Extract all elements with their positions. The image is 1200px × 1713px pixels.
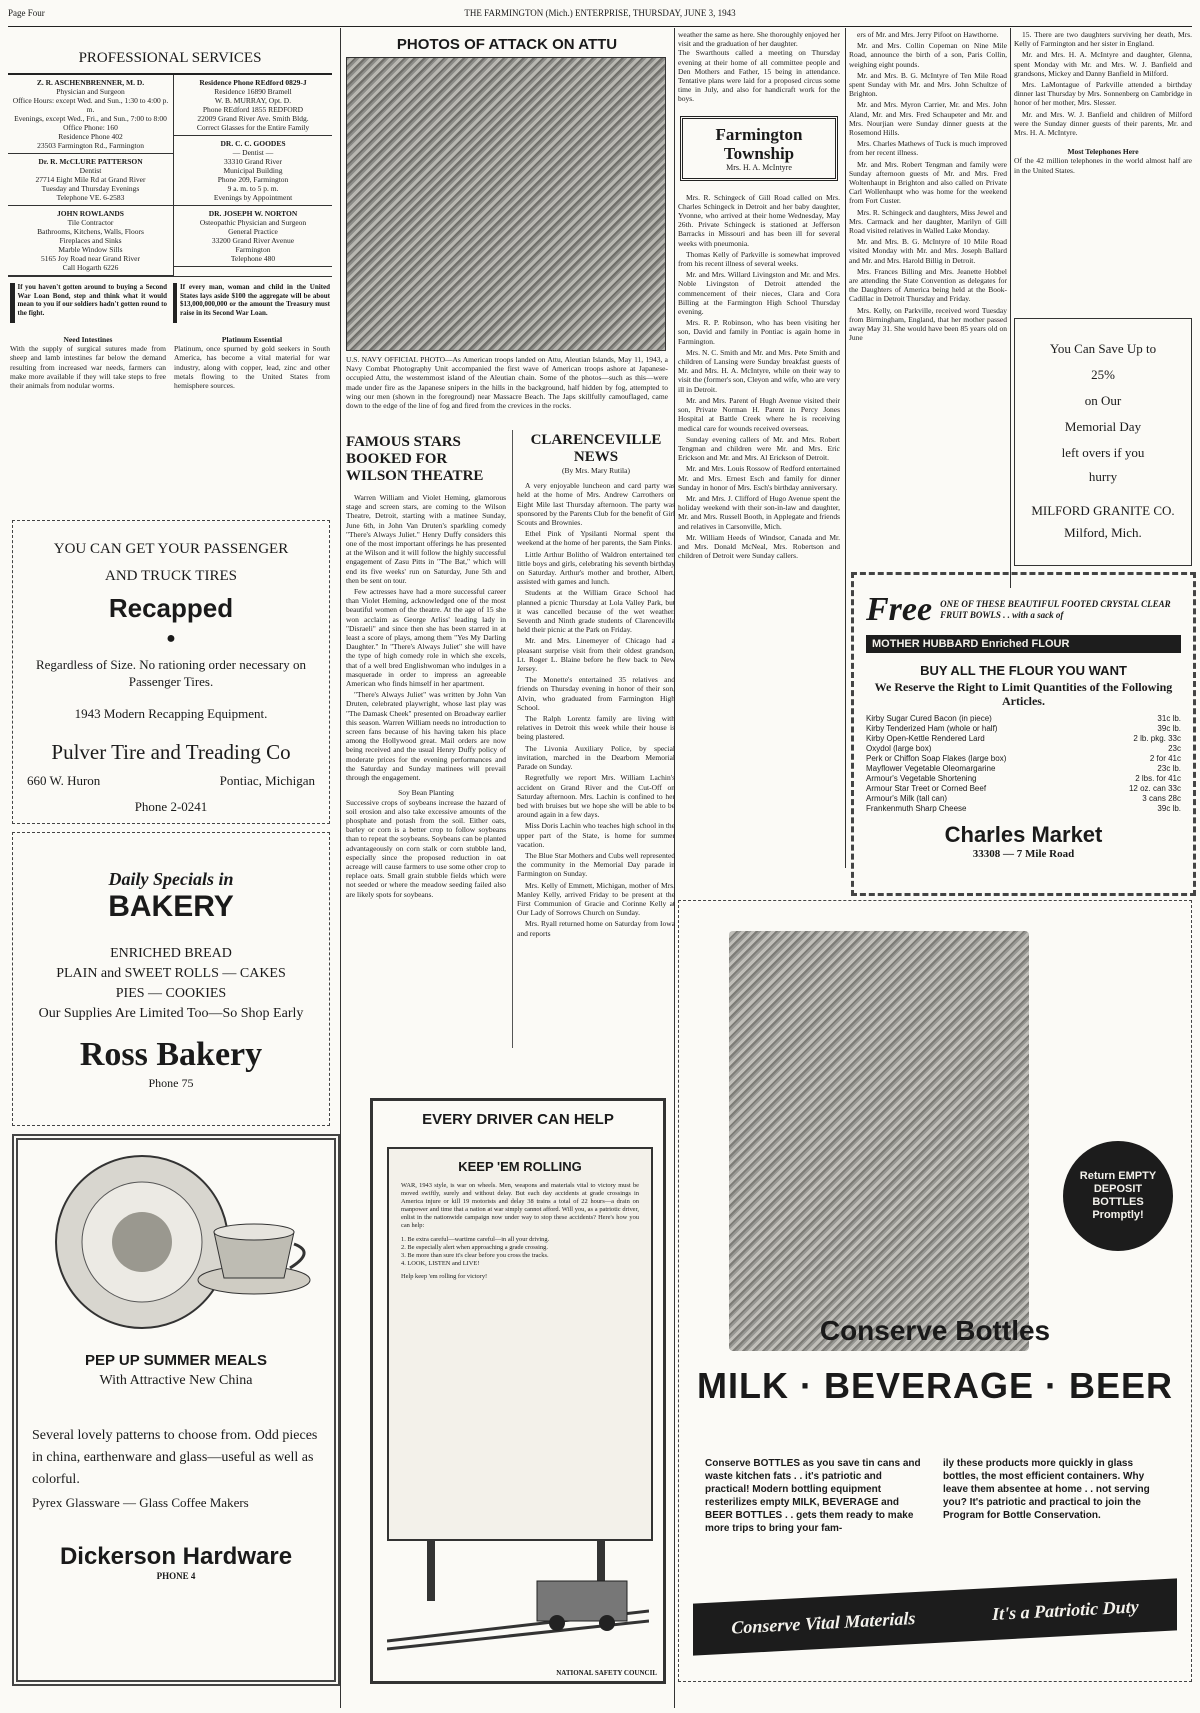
step-text: Be more than sure it's clear before you cross the tracks. — [407, 1252, 549, 1259]
card-line: General Practice — [228, 227, 278, 236]
professional-services-section — [8, 36, 332, 512]
company-name: MILFORD GRANITE CO. — [1031, 503, 1175, 518]
company-name: Pulver Tire and Treading Co — [51, 740, 291, 764]
paragraph: Mr. and Mrs. B. G. McIntyre of 10 Mile Road visited Monday with Mr. and Mrs. Joseph Ballard and Mr. and Mrs. Harold Billig in Detroit. — [849, 237, 1007, 265]
safety-step — [401, 1252, 639, 1260]
item-price: 2 lb. pkg. 33c — [1133, 734, 1181, 743]
step-number: 1. — [401, 1236, 408, 1243]
council-credit: NATIONAL SAFETY COUNCIL — [556, 1669, 657, 1677]
card-line: Bathrooms, Kitchens, Walls, Floors — [37, 227, 144, 236]
paragraph: Mr. and Mrs. Collin Copeman on Nine Mile Road, announce the birth of a son, Paris Collin, weighing eight pounds. — [849, 41, 1007, 69]
column-rule — [845, 28, 846, 868]
paragraph: Miss Doris Lachin who teaches high school in the upper part of the State, is home for summer vacation. — [517, 821, 675, 849]
card-line: Residence 16890 Bramell — [214, 87, 292, 96]
safety-step — [401, 1236, 639, 1244]
company-name: Ross Bakery — [79, 1036, 263, 1073]
milford-granite-ad: You Can Save Up to 25% on Our Memorial Day left overs if you hurry MILFORD GRANITE CO. Milford, Mich. — [1014, 318, 1192, 566]
card-line: Office Phone: 160 — [63, 123, 118, 132]
business-card — [8, 75, 173, 154]
item-price: 39c lb. — [1157, 804, 1181, 813]
clarenceville-news — [512, 430, 675, 1048]
card-line: 23503 Farmington Rd., Farmington — [37, 141, 144, 150]
card-line: Evenings, except Wed., Fri., and Sun., 7:00 to 8:00 — [14, 114, 167, 123]
price-row — [866, 764, 1181, 774]
paragraph: Mr. and Mrs. J. Clifford of Hugo Avenue spent the holiday weekend with their son-in-law and daughter, Mr. and Mrs. Russell Booth, in Applegate and friends and relatives in Carsonville, Mich. — [678, 493, 840, 531]
filler-item: Platinum Essential Platinum, once spurned by gold seekers in South America, has become a vital material for war industry, along with copper, lead, zinc and other metals flowing to the United States from hemisphere sources. — [174, 335, 330, 391]
right-cards — [174, 75, 332, 276]
flour-banner: MOTHER HUBBARD Enriched FLOUR — [866, 635, 1181, 653]
ad-headline: Recapped — [108, 593, 234, 623]
card-line: Correct Glasses for the Entire Family — [196, 123, 310, 132]
tire-recapping-ad: YOU CAN GET YOUR PASSENGER AND TRUCK TIRES Recapped ● Regardless of Size. No rationing order necessary on Passenger Tires. 1943 Modern Recapping Equipment. Pulver Tire and Treading Co 660 W. Huron Pontiac, Michigan Phone 2-0241 — [12, 520, 330, 824]
card-line: 5165 Joy Road near Grand River — [41, 254, 140, 263]
paragraph: Mrs. R. Schingeck of Gill Road called on Mrs. Charles Schingeck in Detroit and her baby daughter, Yvonne, who arrived at their home Wednesday, May 26th. Private Schingeck is stationed at Jefferson Barracks in Missouri and has been ill for several weeks with pneumonia. — [678, 192, 840, 248]
paragraph: Mrs. N. C. Smith and Mr. and Mrs. Pete Smith and children of Lansing were Sunday breakfast guests of Mr. and Mrs. H. A. McIntyre, while on their way to visit the (former's son, Cleyon and wife, who are very ill in Detroit. — [678, 347, 840, 394]
news-column: 15. There are two daughters surviving her death, Mrs. Kelly of Farmington and her sister in England. Mr. and Mrs. H. A. McIntyre and daughter, Glenna, spent Monday with Mr. and Mrs. W. J. Banfield and grandsons, Mickey and Danny Banfield in Milford. Mrs. LaMontague of Parkville attended a birthday dinner last Thursday by Mrs. Sonnenberg on Cambridge in honor of her mother, Mrs. Slesser. Mr. and Mrs. W. J. Banfield and children of Milford were the Sunday dinner guests of their parents, Mr. and Mrs. H. A. McIntyre. Most Telephones Here Of the 42 million telephones in the world almost half are in the United States. — [1014, 30, 1192, 175]
item-name: Oxydol (large box) — [866, 744, 932, 753]
paragraph: Students at the William Grace School had planned a picnic Thursday at Lola Valley Park, but it was cancelled because of the wet weather. Seventh and Ninth grade students of Clarenceville held their picnic at the Park on Friday. — [517, 588, 675, 635]
item-price: 23c lb. — [1157, 764, 1181, 773]
item-name: Armour's Milk (tall can) — [866, 794, 948, 803]
section-heading: Farmington Township — [715, 124, 803, 163]
item-name: Armour Star Treet or Corned Beef — [866, 784, 987, 793]
paragraph: A very enjoyable luncheon and card party was held at the home of Mrs. Andrew Carrothers on Eight Mile last Thursday afternoon. The party was sponsored by the Parents Club for the benefit of Girl Scouts and Brownies. — [517, 481, 675, 528]
card-line: Tuesday and Thursday Evenings — [41, 184, 140, 193]
price-row — [866, 784, 1181, 794]
war-loan-note: If you haven't gotten around to buying a Second War Loan Bond, step and think what it would mean to you if our soldiers hadn't gotten round to the fight. — [10, 283, 167, 323]
ad-headline: BUY ALL THE FLOUR YOU WANT — [920, 663, 1127, 678]
paragraph: Mrs. LaMontague of Parkville attended a birthday dinner last Thursday by Mrs. Sonnenberg on Cambridge in honor of her mother, Mrs. Slesser. — [1014, 80, 1192, 108]
card-line: Office Hours: except Wed. and Sun., 1:30 to 4:00 p. m. — [12, 96, 169, 114]
price-row — [866, 774, 1181, 784]
photo-caption: U.S. NAVY OFFICIAL PHOTO—As American troops landed on Attu, Aleutian Islands, May 11, 1943, a Navy Combat Photography Unit accompanied the first wave of American troops ashore at Japanese-occupied Attu, the westernmost island of the Aleutian chain. Some of the photos—such as this—were made under fire as the Japanese snipers in the hills in the background, half hidden by fog, attempted to wing our men (shown in the foreground) near Massacre Beach. The Japs skillfully camouflaged, came down to the edge of the line of fog and fired from the crevices in the rocks. — [346, 355, 668, 411]
script-heading: Daily Specials in — [108, 869, 234, 889]
paragraph: The Monette's entertained 35 relatives and friends on Thursday evening in honor of their son, Alvin, who graduated from Farmington High School. — [517, 675, 675, 712]
item-price: 2 lbs. for 41c — [1135, 774, 1181, 783]
business-card — [174, 75, 332, 136]
card-name: JOHN ROWLANDS — [57, 209, 124, 218]
soldier-icon — [10, 283, 15, 323]
paragraph: Mr. and Mrs. Louis Rossow of Redford entertained Mr. and Mrs. Ernest Esch and family for dinner Sunday in honor of Mrs. Esch's birthday anniversary. — [678, 464, 840, 492]
card-line: Telephone VE. 6-2583 — [56, 193, 125, 202]
step-text: Be especially alert when approaching a grade crossing. — [407, 1244, 548, 1251]
item-name: Kirby Sugar Cured Bacon (in piece) — [866, 714, 992, 723]
paragraph: Mrs. R. P. Robinson, who has been visiting her son, David and family in Pontiac is again home in Farmington. — [678, 318, 840, 346]
paragraph: Mr. and Mrs. B. G. McIntyre of Ten Mile Road spent Sunday with Mr. and Mrs. John Schultze of Brighton. — [849, 70, 1007, 99]
safety-step — [401, 1244, 639, 1252]
paragraph: 15. There are two daughters surviving her death, Mrs. Kelly of Farmington and her sister in England. — [1014, 30, 1192, 49]
paragraph: Mrs. Ryall returned home on Saturday from Iowa and reports — [517, 919, 675, 938]
china-plate-and-cup-icon — [32, 1152, 320, 1330]
paragraph: The Livonia Auxiliary Police, by special invitation, marched in the Dearborn Memorial Parade on Sunday. — [517, 743, 675, 772]
item-price: 3 cans 28c — [1142, 794, 1181, 803]
step-text: Be extra careful—wartime careful—in all your driving. — [407, 1236, 550, 1243]
china-illustration — [32, 1152, 320, 1330]
soy-bean-story: Successive crops of soybeans increase the hazard of soil erosion and also take excessive amounts of the phosphate and potash from the soil. Either oats, barley or corn is a better crop to follow soybeans than to repeat the soybeans. Soybeans can be planted advantageously on corn stalk or corn stubble land, especially since the proposed reduction in oat acreage will cause farmers to use some other crop to replace oats. Small grain stubble fields which were not seeded or where the meadow seeding failed also are likely spots for soybeans. — [346, 797, 506, 899]
item-name: Kirby Open-Kettle Rendered Lard — [866, 734, 985, 743]
paragraph: Mr. and Mrs. H. A. McIntyre and daughter, Glenna, spent Monday with Mr. and Mrs. W. J. Banfield and grandsons, Mickey and Danny Banfield in Milford. — [1014, 50, 1192, 78]
ad-headline: Conserve Bottles — [819, 1315, 1051, 1346]
ad-headline: BAKERY — [108, 890, 234, 923]
item-name: Armour's Vegetable Shortening — [866, 774, 977, 783]
free-heading: Free — [866, 591, 933, 628]
company-name: Dickerson Hardware — [59, 1543, 293, 1570]
card-line: W. B. MURRAY, Opt. D. — [214, 96, 292, 105]
card-line: Call Hogarth 6226 — [62, 263, 119, 272]
card-name: DR. C. C. GOODES — [220, 139, 286, 148]
page-header — [8, 8, 1192, 27]
card-name: Residence Phone REdford 0829-J — [199, 78, 307, 87]
price-row — [866, 714, 1181, 724]
card-line: 33310 Grand River — [224, 157, 282, 166]
story-body — [1014, 30, 1192, 137]
paragraph: Mr. and Mrs. Robert Tengman and family were Sunday afternoon guests of Mr. and Mrs. Fred Woltenhaupt in Brighton and also called on Private Carl Wollenhaupt who was home for the weekend from Fort Custer. — [849, 159, 1007, 206]
bullet-icon: ● — [166, 630, 176, 647]
business-card — [174, 206, 332, 267]
paragraph: Mrs. Charles Mathews of Tuck is much improved from her recent illness. — [849, 139, 1007, 158]
card-line: 33200 Grand River Avenue — [211, 236, 295, 245]
news-column — [849, 30, 1007, 570]
step-number: 2. — [401, 1244, 408, 1251]
paragraph: Mr. and Mrs. W. J. Banfield and children of Milford were the Sunday dinner guests of their parents, Mr. and Mrs. H. A. McIntyre. — [1014, 109, 1192, 138]
card-line: Phone 209, Farmington — [217, 175, 289, 184]
card-line: 27714 Eight Mile Rd at Grand River — [35, 175, 146, 184]
price-row — [866, 804, 1181, 814]
card-line: Evenings by Appointment — [213, 193, 293, 202]
item-name: Perk or Chiffon Soap Flakes (large box) — [866, 754, 1007, 763]
paragraph: Ethel Pink of Ypsilanti Normal spent the weekend at the home of her parents, the Sam Pinks. — [517, 529, 675, 548]
card-name: Dr. R. McCLURE PATTERSON — [38, 157, 143, 166]
attu-photo-story — [346, 34, 668, 432]
card-name: DR. JOSEPH W. NORTON — [208, 209, 298, 218]
paragraph: The Blue Star Mothers and Cubs well represented the community in the Memorial Day parade in Farmington on Sunday. — [517, 850, 675, 879]
card-line: Osteopathic Physician and Surgeon — [199, 218, 307, 227]
paragraph: Regretfully we report Mrs. William Lachin's accident on Grand River and the Cut-Off on Saturday afternoon. Mrs. Lachin is confined to her bed with bruises but we hope she will be able to be around again in a few days. — [517, 773, 675, 820]
price-row — [866, 744, 1181, 754]
step-text: LOOK, LISTEN and LIVE! — [407, 1260, 480, 1267]
paragraph: The Ralph Lorentz family are living with relatives in Detroit this week while their house is being plastered. — [517, 714, 675, 742]
paragraph: Few actresses have had a more successful career than Violet Heming, acknowledged one of the most beautiful women of the theatre. At the age of 15 she won acclaim as George Arliss' leading lady in "Disraeli" and since then she has been starred in at least a score of plays, among them "Yes My Darling Daughter." In "There's Always Juliet" she will have the type of high comedy role in which she excels, that of a well bred Englishwoman who indulges in a masquerade in order to impress an agreeable American who finds himself in her apartment. — [346, 587, 506, 689]
return-bottles-badge: Return EMPTY DEPOSIT BOTTLES Promptly! — [1063, 1141, 1173, 1251]
section-heading: PROFESSIONAL SERVICES — [8, 36, 332, 75]
left-cards — [8, 75, 174, 276]
card-line: Farmington — [235, 245, 271, 254]
card-line: Dentist — [79, 166, 102, 175]
war-loan-note: If every man, woman and child in the United States lays aside $100 the aggregate will be about $13,000,000,000 or the amount the Treasury must raise in its Second War Loan. — [173, 283, 330, 323]
paragraph: Mrs. Kelly, on Parkville, received word Tuesday from Birmingham, England, that her mother passed away May 31. She would have been 85 years old on June — [849, 305, 1007, 343]
ross-bakery-ad: Daily Specials in BAKERY ENRICHED BREAD PLAIN and SWEET ROLLS — CAKES PIES — COOKIES Our Supplies Are Limited Too—So Shop Early Ross Bakery Phone 75 — [12, 832, 330, 1126]
card-line: Residence Phone 402 — [58, 132, 123, 141]
company-name: Charles Market — [944, 822, 1103, 847]
patriotic-banner: Conserve Vital Materials It's a Patriotic Duty — [693, 1578, 1177, 1655]
business-card — [8, 206, 173, 276]
every-driver-can-help-ad — [370, 1098, 666, 1684]
item-price: 12 oz. can 33c — [1128, 784, 1181, 793]
attu-battle-photo — [346, 57, 666, 351]
paragraph: Mr. and Mrs. Parent of Hugh Avenue visited their son, Private Norman H. Parent in Percy Jones Hospital at Battle Creek where he is receiving medical care for wounds received overseas. — [678, 395, 840, 433]
card-name: Z. R. ASCHENBRENNER, M. D. — [36, 78, 145, 87]
card-line: 9 a. m. to 5 p. m. — [227, 184, 279, 193]
card-line: Physician and Surgeon — [56, 87, 125, 96]
card-line: Fireplaces and Sinks — [59, 236, 122, 245]
card-line: Telephone 480 — [230, 254, 276, 263]
price-row — [866, 734, 1181, 744]
story-headline: PHOTOS OF ATTACK ON ATTU — [396, 36, 618, 53]
paragraph: ers of Mr. and Mrs. Jerry Pifoot on Hawthorne. — [857, 30, 999, 39]
paragraph: Mrs. R. Schingeck and daughters, Miss Jewel and Mrs. Carmack and her daughter, Marilyn of Gill Road visited relatives in Walled Lake Monday. — [849, 207, 1007, 236]
dickerson-hardware-ad: PEP UP SUMMER MEALS With Attractive New China Several lovely patterns to choose from. Odd pieces in china, earthenware and glass—useful as well as colorful. Pyrex Glassware — Glass Coffee Makers Dickerson Hardware PHONE 4 — [12, 1134, 340, 1686]
column-rule — [1010, 28, 1011, 588]
story-body — [517, 481, 675, 938]
conserve-bottles-ad: Return EMPTY DEPOSIT BOTTLES Promptly! Conserve Bottles MILK · BEVERAGE · BEER Conserve BOTTLES as you save tin cans and waste kitchen fats . . it's patriotic and practical! Modern bottling equipment resterilizes empty MILK, BEVERAGE and BEER BOTTLES . . gets them ready to make more trips to bring your fam- ily these products more quickly in glass bottles, the most efficient containers. Why leave them absentee at home . . not serving you? It's patriotic and practical to join the Program for Bottle Conservation. Conserve Vital Materials It's a Patriotic Duty — [678, 900, 1192, 1682]
ad-headline: PEP UP SUMMER MEALS — [85, 1352, 267, 1369]
township-column: weather the same as here. She thoroughly enjoyed her visit and the graduation of her daughter. The Swarthouts called a meeting on Thursday evening at their home of all committee people and Den Mothers and Father, 15 being in attendance. Tentative plans were laid for a proposed circus some time in July, and also for handicraft work for the boys. Farmington Township Mrs. H. A. McIntyre Mrs. R. Schingeck of Gill Road called on Mrs. Charles Schingeck in Detroit and her baby daughter, Yvonne, who arrived at their home Wednesday, May 26th. Private Schingeck is stationed at Jefferson Barracks in Missouri and has been ill for several weeks with pneumonia. Thomas Kelly of Parkville is somewhat improved from his recent illness of several weeks. Mr. and Mrs. Willard Livingston and Mr. and Mrs. Noble Livingston of Detroit attended the commencement of their nieces, Clara and Cora Billing at the Farmington High School Thursday evening. Mrs. R. P. Robinson, who has been visiting her son, David and family in Pontiac is again home in Farmington. Mrs. N. C. Smith and Mr. and Mrs. Pete Smith and children of Lansing were Sunday breakfast guests of Mr. and Mrs. H. A. McIntyre, while on their way to visit the (former's son, Cleyon and wife, who are very ill in Detroit. Mr. and Mrs. Parent of Hugh Avenue visited their son, Private Norman H. Parent in Percy Jones Hospital at Battle Creek where he is receiving medical care for wounds received overseas. Sunday evening callers of Mr. and Mrs. Robert Tengman and children were Mr. and Mrs. Eric Erickson and Mr. and Mrs. Al Erickson of Detroit. Mr. and Mrs. Louis Rossow of Redford entertained Mr. and Mrs. Ernest Esch and family for dinner Sunday in honor of Mrs. Esch's birthday anniversary. Mr. and Mrs. J. Clifford of Hugo Avenue spent the holiday weekend with their son-in-law and daughter, Mr. and Mrs. Russell Booth, in Applegate and friends and relatives in Carsonville, Mich. Mr. William Heeds of Windsor, Canada and Mr. and Mrs. Donald McNeal, Mrs. Robertson and children of Detroit were Sunday callers. — [678, 30, 840, 561]
item-name: Mayflower Vegetable Oleomargarine — [866, 764, 996, 773]
charles-market-ad: Free ONE OF THESE BEAUTIFUL FOOTED CRYSTAL CLEAR FRUIT BOWLS . . with a sack of MOTHER HUBBARD Enriched FLOUR BUY ALL THE FLOUR YOU WANT We Reserve the Right to Limit Quantities of the Following Articles. Kirby Sugar Cured Bacon (in piece) 31c lb. Kirby Tenderized Ham (whole or half) 39c lb. Kirby Open-Kettle Rendered Lard 2 lb. pkg. 33c Oxydol (large box) 23c Perk or Chiffon Soap Flakes (large box) 2 for 41c Mayflower Vegetable Oleomargarine 23c lb. Armour's Vegetable Shortening 2 lbs. for 41c Armour Star Treet or Corned Beef 12 oz. can 33c Armour's Milk (tall can) 3 cans 28c Frankenmuth Sharp Cheese 39c lb. Charles Market 33308 — 7 Mile Road — [851, 572, 1196, 896]
card-line: Phone REdford 1855 REDFORD — [202, 105, 304, 114]
story-body — [849, 30, 1007, 343]
byline: Mrs. H. A. McIntyre — [726, 162, 792, 172]
paragraph: Mrs. Kelly of Emmett, Michigan, mother of Mrs. Manley Kelly, arrived Friday to be present at the First Communion of Gracie and Corinne Kelly at Our Lady of Sorrows Church on Sunday. — [517, 880, 675, 918]
item-price: 2 for 41c — [1149, 754, 1181, 763]
card-line: 22009 Grand River Ave. Smith Bldg. — [197, 114, 309, 123]
safety-steps — [401, 1236, 639, 1268]
woman-with-bottles-photo — [729, 931, 1029, 1351]
filler-item: Need Intestines With the supply of surgical sutures made from sheep and lamb intestines far below the demand resulting from increased war needs, farmers can make more available if they will take steps to free their animals from nodular worms. — [10, 335, 166, 391]
price-row — [866, 794, 1181, 804]
safety-step — [401, 1260, 639, 1268]
township-heading-box — [680, 116, 838, 181]
card-line: — Dentist — — [232, 148, 274, 157]
paragraph: Little Arthur Bolitho of Waldron entertained ten little boys and girls, celebrating his seventh birthday on Saturday. Arthur's mother and brother, Albert, assisted with games and lunch. — [517, 549, 675, 587]
paragraph: Sunday evening callers of Mr. and Mrs. Robert Tengman and children were Mr. and Mrs. Eric Erickson and Mr. and Mrs. Al Erickson of Detroit. — [678, 434, 840, 463]
item-name: Kirby Tenderized Ham (whole or half) — [866, 724, 998, 733]
item-price: 23c — [1168, 744, 1181, 753]
step-number: 4. — [401, 1260, 408, 1267]
story-body — [678, 193, 840, 561]
price-row — [866, 754, 1181, 764]
paragraph: Mr. and Mrs. Willard Livingston and Mr. and Mrs. Noble Livingston of Detroit attended the commencement of their nieces, Clara and Cora Billing at the Farmington High School Thursday evening. — [678, 270, 840, 317]
soldier-icon — [173, 283, 177, 323]
ad-headline: EVERY DRIVER CAN HELP — [422, 1111, 614, 1128]
paragraph: Warren William and Violet Heming, glamorous stage and screen stars, are coming to the Wilson Theatre, Detroit, starting with a matinee Sunday, June 6th, in John Van Druten's sparkling comedy "There's Always Juliet." Henry Duffy considers this one of the most important offerings he has presented at the Wilson and it will follow the highly successful engagement of Zasu Pitts in "The Bat," which will end its five weeks' run on Saturday, June 5th and then be sent on tour. — [346, 493, 506, 585]
railroad-crossing-illustration — [387, 1541, 649, 1651]
item-price: 31c lb. — [1157, 714, 1181, 723]
item-price: 39c lb. — [1157, 724, 1181, 733]
paragraph: Mr. William Heeds of Windsor, Canada and Mr. and Mrs. Donald McNeal, Mrs. Robertson and children of Detroit were Sunday callers. — [678, 532, 840, 561]
ad-subheadline: MILK · BEVERAGE · BEER — [696, 1365, 1174, 1406]
billboard: KEEP 'EM ROLLING WAR, 1943 style, is war on wheels. Men, weapons and materials vital to victory must be moved swiftly, surely and without delay. But each day accidents at grade crossings in America injure or kill 19 motorists and delay 38 trains a total of 22 hours—a drain on manpower and time that a nation at war simply cannot afford. Will you, as a patriotic driver, enlist in the nationwide campaign now under way to stop these accidents? Here's how you can help: 1. Be extra careful—wartime careful—in all your driving. 2. Be especially alert when approaching a grade crossing. 3. Be more than sure it's clear before you cross the tracks. 4. LOOK, LISTEN and LIVE! Help keep 'em rolling for victory! — [387, 1147, 653, 1541]
paragraph: "There's Always Juliet" was written by John Van Druten, celebrated playwright, whose last play was "The Damask Cheek" presented on Broadway earlier this season. Warren William needs no introduction to screen fans because of his having taken his place among the Hollywood great. Mail orders are now being received and the usual Henry Duffy policy of moderate prices for the evening performances and the Saturday and Sunday matinees will prevail through the engagement. — [346, 690, 506, 783]
step-number: 3. — [401, 1252, 408, 1259]
story-headline: FAMOUS STARS BOOKED FOR WILSON THEATRE — [346, 434, 484, 484]
story-headline: CLARENCEVILLE NEWS — [530, 432, 662, 465]
price-list — [866, 714, 1181, 814]
paragraph: Mr. and Mrs. Linemeyer of Chicago had a pleasant surprise visit from their oldest grandson, Lt. Roger L. Blaine before he flew back to New Jersey. — [517, 636, 675, 674]
paragraph: Mr. and Mrs. Myron Carrier, Mr. and Mrs. John Aland, Mr. and Mrs. Fred Schaupeter and Mr. and Mrs. Nourjian were Sunday dinner guests at the Rosemond Hills. — [849, 100, 1007, 138]
byline: (By Mrs. Mary Rutila) — [562, 466, 630, 475]
card-line: Municipal Building — [223, 166, 283, 175]
famous-stars-story: FAMOUS STARS BOOKED FOR WILSON THEATRE Warren William and Violet Heming, glamorous stage and screen stars, are coming to the Wilson Theatre, Detroit, starting with a matinee Sunday, June 6th, in John Van Druten's sparkling comedy "There's Always Juliet." Henry Duffy considers this one of the most important offerings he has presented at the Wilson and it will follow the highly successful engagement of Zasu Pitts in "The Bat," which will end its five weeks' run on Saturday, June 5th and then be sent on tour. Few actresses have had a more successful career than Violet Heming, acknowledged one of the most beautiful women of the theatre. At the age of 15 she won acclaim as George Arliss' leading lady in "Disraeli" and since then she has been starred in at least a score of plays, among them "Yes My Darling Daughter." In "There's Always Juliet" she will have the type of high comedy role in which she excels, that of a well bred Englishwoman who indulges in a masquerade in order to impress an agreeable American who finds himself in her apartment. "There's Always Juliet" was written by John Van Druten, celebrated playwright, whose last play was "The Damask Cheek" presented on Broadway earlier this season. Warren William needs no introduction to screen fans because of his having taken his place among the Hollywood great. Mail orders are now being received and the usual Henry Duffy policy of moderate prices for the evening performances and the Saturday and Sunday matinees will prevail through the engagement. Soy Bean Planting Successive crops of soybeans increase the hazard of soil erosion and also take excessive amounts of the phosphate and potash from the soil. Either oats, barley or corn is a better crop to follow soybeans than to repeat the soybeans. Soybeans can be planted advantageously on corn stalk or corn stubble land, especially since the proposed reduction in oat acreage will cause farmers to use some other crop to replace oats. Small grain stubble fields which were not seeded or where the meadow seeding failed also are likely spots for soybeans. — [346, 430, 506, 1046]
business-card — [174, 136, 332, 206]
page-number: Page Four — [8, 8, 45, 18]
paragraph: Mrs. Frances Billing and Mrs. Jeanette Hobbel are attending the State Convention as delegates for the Daughters of America being held at the Book-Cadillac in Detroit Thursday and Friday. — [849, 266, 1007, 304]
business-card — [8, 154, 173, 206]
card-line: Marble Window Sills — [58, 245, 123, 254]
price-row — [866, 724, 1181, 734]
paragraph: Thomas Kelly of Parkville is somewhat improved from his recent illness of several weeks. — [678, 249, 840, 269]
column-rule — [340, 28, 341, 1708]
story-body — [346, 493, 506, 782]
card-line: Tile Contractor — [67, 218, 114, 227]
item-name: Frankenmuth Sharp Cheese — [866, 804, 967, 813]
newspaper-title: THE FARMINGTON (Mich.) ENTERPRISE, THURSDAY, JUNE 3, 1943 — [464, 8, 736, 18]
